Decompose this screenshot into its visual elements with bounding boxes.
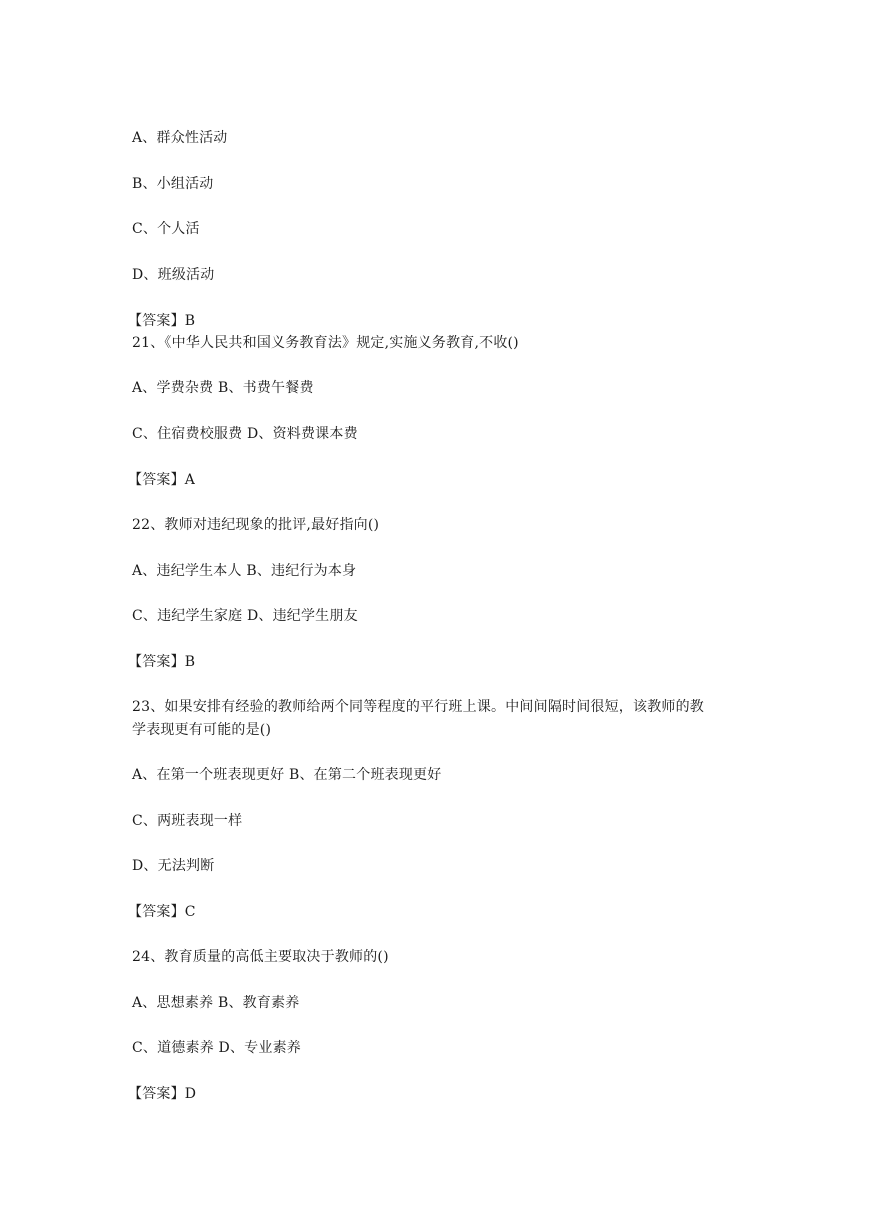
- answer-label: 【答案】B: [128, 313, 196, 329]
- question-22-options-cd: C、违纪学生家庭 D、违纪学生朋友: [132, 608, 358, 624]
- question-23-answer: 【答案】C: [128, 904, 196, 920]
- option-c: C、个人活: [132, 221, 200, 237]
- question-24-options-cd: C、道德素养 D、专业素养: [132, 1040, 301, 1056]
- question-22-stem: 22、教师对违纪现象的批评,最好指向(): [132, 517, 380, 533]
- option-b: B、小组活动: [132, 176, 214, 192]
- question-21-options-cd: C、住宿费校服费 D、资料费课本费: [132, 426, 358, 442]
- question-24-answer: 【答案】D: [128, 1086, 197, 1102]
- question-23-stem-line1: 23、如果安排有经验的教师给两个同等程度的平行班上课。中间间隔时间很短，该教师的教: [132, 699, 705, 715]
- question-23-option-c: C、两班表现一样: [132, 813, 243, 829]
- question-23-option-d: D、无法判断: [132, 858, 215, 874]
- question-22-options-ab: A、违纪学生本人 B、违纪行为本身: [132, 563, 357, 579]
- question-24-stem: 24、教育质量的高低主要取决于教师的(): [132, 949, 389, 965]
- option-d: D、班级活动: [132, 267, 215, 283]
- question-21-answer: 【答案】A: [128, 472, 196, 488]
- question-24-options-ab: A、思想素养 B、教育素养: [132, 995, 300, 1011]
- question-21-stem: 21、《中华人民共和国义务教育法》规定,实施义务教育,不收(): [132, 335, 519, 351]
- question-23-options-ab: A、在第一个班表现更好 B、在第二个班表现更好: [132, 767, 442, 783]
- question-21-options-ab: A、学费杂费 B、书费午餐费: [132, 380, 314, 396]
- question-23-stem-line2: 学表现更有可能的是(): [132, 722, 272, 738]
- question-22-answer: 【答案】B: [128, 654, 196, 670]
- option-a: A、群众性活动: [132, 130, 228, 146]
